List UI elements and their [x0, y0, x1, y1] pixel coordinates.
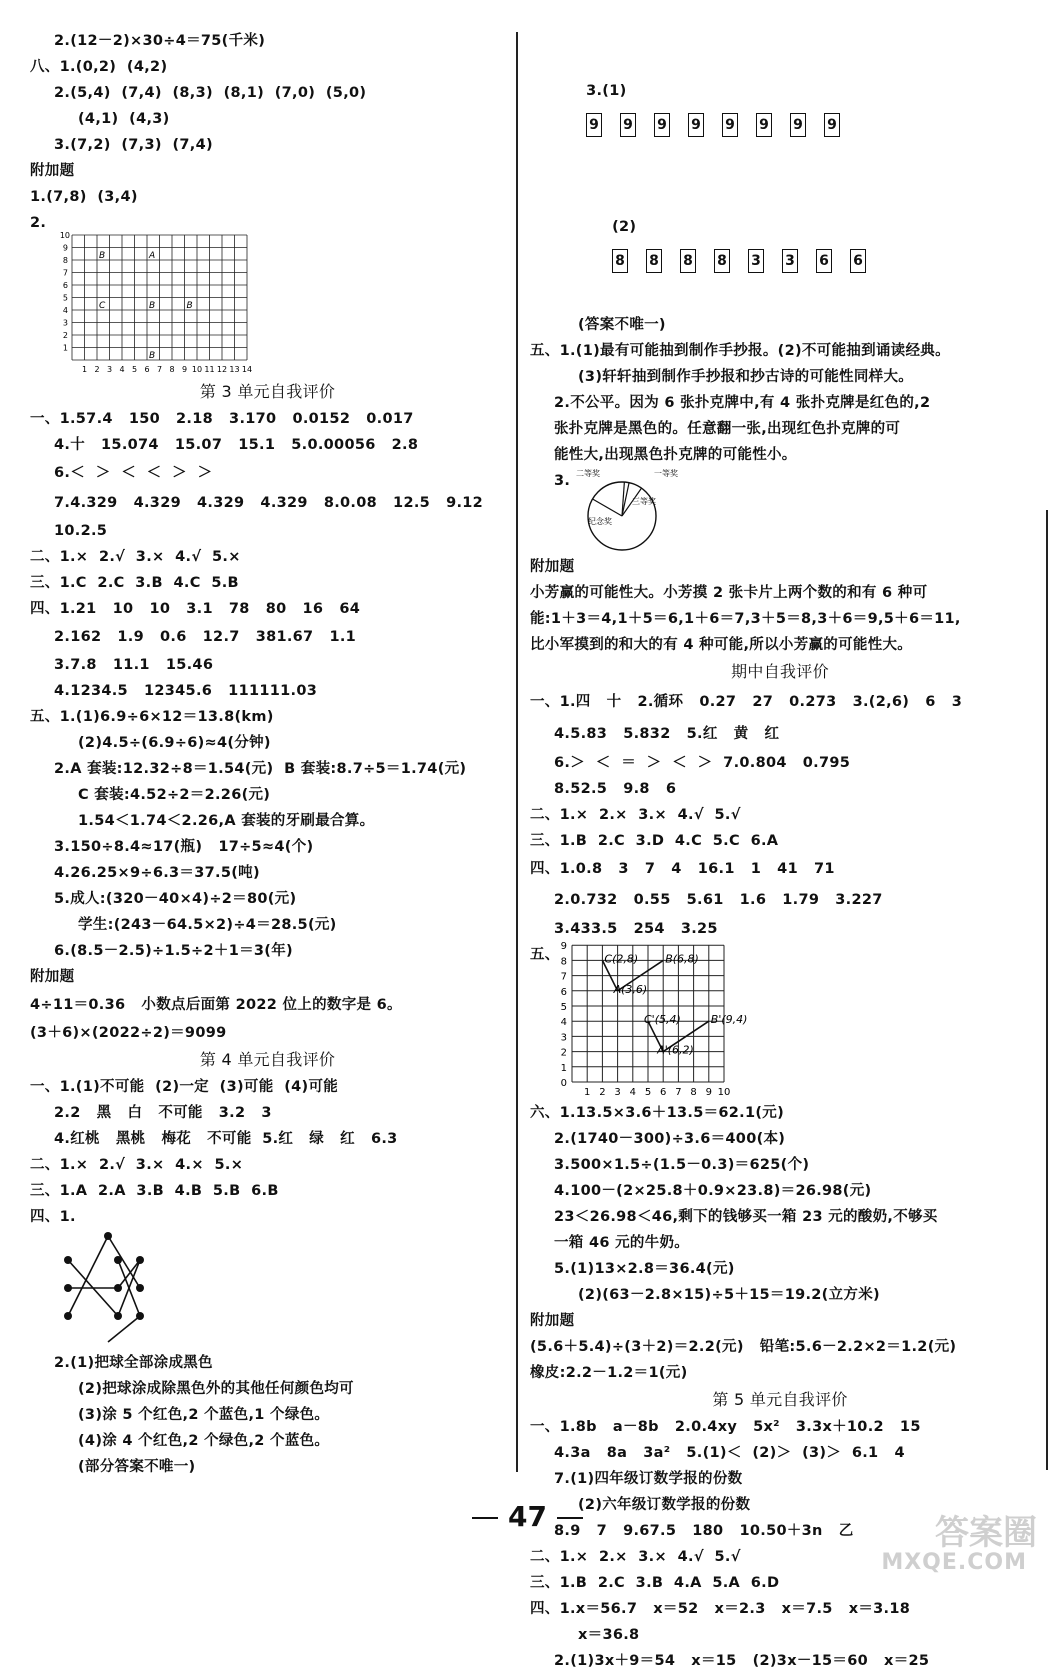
section-title: 第 3 单元自我评价 — [199, 382, 336, 401]
pie-diagram-block — [530, 468, 1030, 554]
answer-line: 比小军摸到的和大的有 4 种可能,所以小芳赢的可能性大。 — [530, 637, 913, 653]
point-label: C'(5,4) — [644, 1013, 681, 1027]
answer-line: 六、1.13.5×3.6＋13.5＝62.1(元) — [530, 1105, 785, 1121]
bonus-heading: 附加题 — [30, 969, 75, 985]
y-tick-label: 2 — [560, 1047, 567, 1059]
x-tick-label: 4 — [119, 365, 125, 374]
point-label: A'(6,2) — [657, 1043, 694, 1057]
digit-card: 9 — [824, 113, 840, 137]
x-tick-label: 9 — [181, 365, 188, 374]
card-group-2 — [612, 244, 884, 278]
answer-line: 10.2.5 — [54, 523, 108, 539]
answer-line: 四、1.0.8 3 7 4 16.1 1 41 71 — [530, 861, 835, 877]
answer-line: 3.7.8 11.1 15.46 — [54, 657, 214, 673]
answer-line: 4.5.83 5.832 5.红 黄 红 — [554, 726, 780, 742]
answer-line: (4)涂 4 个红色,2 个绿色,2 个蓝色。 — [78, 1433, 330, 1449]
answer-line: 3.433.5 254 3.25 — [554, 921, 718, 937]
card-group-1 — [586, 108, 858, 142]
answer-line: 二、1.× 2.√ 3.× 4.√ 5.× — [30, 549, 241, 565]
digit-card: 8 — [646, 249, 662, 273]
answer-line: 四、1. — [30, 1209, 76, 1225]
answer-line: 4.26.25×9÷6.3＝37.5(吨) — [54, 865, 260, 881]
watermark-url: MXQE.COM — [881, 1550, 1027, 1575]
answer-line: 张扑克牌是黑色的。任意翻一张,出现红色扑克牌的可 — [554, 421, 901, 437]
answer-line: 4.十 15.074 15.07 15.1 5.0.00056 2.8 — [54, 437, 419, 453]
answer-line: C 套装:4.52÷2＝2.26(元) — [78, 787, 271, 803]
answer-line: (5.6＋5.4)÷(3＋2)＝2.2(元) 铅笔:5.6－2.2×2＝1.2(元) — [530, 1339, 957, 1355]
answer-line: 五、1.(1)最有可能抽到制作手抄报。(2)不可能抽到诵读经典。 — [530, 343, 950, 359]
answer-line: 2.162 1.9 0.6 12.7 381.67 1.1 — [54, 629, 357, 645]
answer-line: 8.52.5 9.8 6 — [554, 781, 677, 797]
section-title: 期中自我评价 — [731, 662, 829, 681]
answer-line: 3.500×1.5÷(1.5－0.3)＝625(个) — [554, 1157, 810, 1173]
matching-lines-diagram — [58, 1230, 178, 1346]
x-tick-label: 1 — [584, 1087, 591, 1098]
answer-line: 4.红桃 黑桃 梅花 不可能 5.红 绿 红 6.3 — [54, 1131, 398, 1147]
y-tick-label: 1 — [62, 343, 68, 353]
x-tick-label: 2 — [599, 1087, 606, 1098]
x-tick-label: 14 — [241, 365, 253, 374]
y-tick-label: 9 — [560, 942, 567, 953]
answer-line: 5.(1)13×2.8＝36.4(元) — [554, 1261, 735, 1277]
digit-card: 3 — [782, 249, 798, 273]
answer-line: 6.＜ ＞ ＜ ＜ ＞ ＞ — [54, 465, 213, 481]
digit-card: 8 — [612, 249, 628, 273]
pie-label: 纪念奖 — [588, 517, 612, 526]
answer-line: (2)把球涂成除黑色外的其他任何颜色均可 — [78, 1381, 354, 1397]
y-tick-label: 5 — [560, 1002, 567, 1013]
y-tick-label: 8 — [560, 956, 567, 968]
answer-line: 一箱 46 元的牛奶。 — [554, 1235, 690, 1251]
answer-line: 7.(1)四年级订数学报的份数 — [554, 1471, 743, 1487]
answer-line: 2.2 黑 白 不可能 3.2 3 — [54, 1105, 272, 1121]
answer-line: 1.54＜1.74＜2.26,A 套装的牙刷最合算。 — [78, 813, 375, 829]
answer-line: 4.100－(2×25.8＋0.9×23.8)＝26.98(元) — [554, 1183, 872, 1199]
pie-label: 一等奖 — [654, 469, 678, 478]
answer-line: (2) — [612, 219, 637, 235]
right-column — [530, 40, 1030, 1674]
right-edge-line — [1046, 510, 1048, 1470]
point-label: C — [99, 301, 106, 311]
x-tick-label: 3 — [106, 365, 113, 374]
pie-label: 二等奖 — [576, 469, 600, 478]
answer-line: 三、1.C 2.C 3.B 4.C 5.B — [30, 575, 239, 591]
answer-line: (部分答案不唯一) — [78, 1459, 196, 1475]
answer-line: 三、1.B 2.C 3.D 4.C 5.C 6.A — [530, 833, 779, 849]
coordinate-grid-1 — [30, 214, 505, 376]
answer-line: 二、1.× 2.√ 3.× 4.× 5.× — [30, 1157, 244, 1173]
digit-card: 9 — [790, 113, 806, 137]
digit-card: 8 — [680, 249, 696, 273]
y-tick-label: 6 — [560, 986, 567, 998]
answer-line: 3.(1) — [586, 83, 627, 99]
y-tick-label: 3 — [560, 1032, 567, 1044]
y-tick-label: 4 — [62, 306, 68, 315]
x-tick-label: 5 — [644, 1087, 652, 1098]
answer-line: 23＜26.98＜46,剩下的钱够买一箱 23 元的酸奶,不够买 — [554, 1209, 938, 1225]
pie-label: 三等奖 — [632, 497, 656, 506]
answer-line: (答案不唯一) — [578, 317, 666, 333]
x-tick-label: 10 — [717, 1087, 731, 1098]
x-tick-label: 10 — [191, 365, 203, 374]
answer-line: 4÷11＝0.36 小数点后面第 2022 位上的数字是 6。 — [30, 997, 402, 1013]
answer-line: 五、 — [530, 947, 560, 963]
point-label: B — [149, 301, 156, 311]
answer-line: 2.(1)把球全部涂成黑色 — [54, 1355, 213, 1371]
point-label: B(6,8) — [665, 952, 699, 966]
x-tick-label: 5 — [131, 365, 138, 374]
digit-card: 9 — [620, 113, 636, 137]
answer-line: (2)六年级订数学报的份数 — [578, 1497, 751, 1513]
answer-line: 四、1.x＝56.7 x＝52 x＝2.3 x＝7.5 x＝3.18 — [530, 1601, 911, 1617]
answer-line: 6.(8.5－2.5)÷1.5÷2＋1＝3(年) — [54, 943, 293, 959]
answer-line: 2. — [30, 215, 47, 231]
bonus-heading: 附加题 — [30, 163, 75, 179]
section-title: 第 5 单元自我评价 — [712, 1390, 848, 1409]
coordinate-grid-2 — [530, 942, 1030, 1100]
pie-slice-edge — [593, 499, 622, 516]
y-tick-label: 7 — [560, 971, 567, 983]
x-tick-label: 11 — [204, 365, 215, 374]
answer-line: 二、1.× 2.× 3.× 4.√ 5.√ — [530, 1549, 741, 1565]
answer-line: 4.3a 8a 3a² 5.(1)＜ (2)＞ (3)＞ 6.1 4 — [554, 1445, 905, 1461]
digit-card: 9 — [722, 113, 738, 137]
answer-line: 一、1.(1)不可能 (2)一定 (3)可能 (4)可能 — [30, 1079, 339, 1095]
y-tick-label: 5 — [62, 293, 68, 303]
digit-card: 3 — [748, 249, 764, 273]
digit-card: 9 — [654, 113, 670, 137]
x-tick-label: 6 — [144, 365, 150, 374]
x-tick-label: 13 — [229, 365, 240, 374]
watermark-logo: 答案圈 — [935, 1513, 1037, 1553]
digit-card: 9 — [688, 113, 704, 137]
y-tick-label: 10 — [59, 231, 70, 240]
answer-line: 二、1.× 2.× 3.× 4.√ 5.√ — [530, 807, 741, 823]
cards-row-1 — [530, 40, 1030, 176]
y-tick-label: 3 — [62, 318, 68, 328]
x-tick-label: 4 — [629, 1087, 636, 1098]
answer-line: 五、1.(1)6.9÷6×12＝13.8(km) — [30, 709, 274, 725]
x-tick-label: 8 — [169, 365, 175, 374]
answer-line: 小芳赢的可能性大。小芳摸 2 张卡片上两个数的和有 6 种可 — [530, 585, 928, 601]
y-tick-label: 2 — [62, 331, 68, 340]
digit-card: 6 — [850, 249, 866, 273]
grid-1-svg — [44, 214, 284, 376]
x-tick-label: 7 — [156, 365, 163, 374]
x-tick-label: 1 — [81, 365, 88, 374]
answer-line: 3.(7,2) (7,3) (7,4) — [54, 137, 213, 153]
answer-line: 能性大,出现黑色扑克牌的可能性小。 — [554, 447, 797, 463]
x-tick-label: 9 — [705, 1087, 712, 1098]
point-label: B — [149, 351, 156, 361]
answer-line: 一、1.8b a－8b 2.0.4xy 5x² 3.3x＋10.2 15 — [530, 1419, 921, 1435]
x-tick-label: 8 — [690, 1087, 697, 1098]
answer-line: 5.成人:(320－40×4)÷2＝80(元) — [54, 891, 297, 907]
answer-line: 7.4.329 4.329 4.329 4.329 8.0.08 12.5 9.12 — [54, 495, 484, 511]
digit-card: 9 — [756, 113, 772, 137]
answer-line: (4,1) (4,3) — [78, 111, 170, 127]
answer-line: 四、1.21 10 10 3.1 78 80 16 64 — [30, 601, 361, 617]
column-divider — [516, 32, 518, 1472]
answer-line: 3. — [554, 473, 571, 489]
y-tick-label: 9 — [62, 243, 68, 253]
answer-line: (2)(63－2.8×15)÷5＋15＝19.2(立方米) — [578, 1287, 880, 1303]
digit-card: 8 — [714, 249, 730, 273]
page-number-text: 47 — [508, 1500, 547, 1533]
answer-line: 2.0.732 0.55 5.61 1.6 1.79 3.227 — [554, 892, 883, 908]
point-label: C(2,8) — [604, 952, 639, 966]
answer-line: 三、1.A 2.A 3.B 4.B 5.B 6.B — [30, 1183, 279, 1199]
x-tick-label: 7 — [675, 1087, 682, 1098]
cards-row-2 — [530, 176, 1030, 312]
answer-line: 8.9 7 9.67.5 180 10.50＋3n 乙 — [554, 1523, 854, 1539]
prize-pie-chart — [572, 468, 712, 554]
section-title: 第 4 单元自我评价 — [199, 1050, 336, 1069]
y-tick-label: 4 — [560, 1017, 567, 1029]
answer-line: (3＋6)×(2022÷2)＝9099 — [30, 1025, 227, 1041]
dash-right — [557, 1517, 583, 1519]
x-tick-label: 3 — [614, 1087, 621, 1098]
answer-line: 1.(7,8) (3,4) — [30, 189, 138, 205]
bonus-heading: 附加题 — [530, 559, 575, 575]
point-label: B'(9,4) — [710, 1013, 748, 1027]
x-tick-label: 12 — [216, 365, 228, 374]
answer-line: 2.(12－2)×30÷4＝75(千米) — [54, 33, 266, 49]
point-label: B — [186, 301, 193, 311]
answer-line: 八、1.(0,2) (4,2) — [30, 59, 168, 75]
digit-card: 9 — [586, 113, 602, 137]
answer-line: 学生:(243－64.5×2)÷4＝28.5(元) — [78, 917, 337, 933]
answer-line: 一、1.四 十 2.循环 0.27 27 0.273 3.(2,6) 6 3 — [530, 694, 963, 710]
answer-line: (3)涂 5 个红色,2 个蓝色,1 个绿色。 — [78, 1407, 330, 1423]
answer-line: 2.A 套装:12.32÷8＝1.54(元) B 套装:8.7÷5＝1.74(元) — [54, 761, 467, 777]
digit-card: 6 — [816, 249, 832, 273]
answer-line: 橡皮:2.2－1.2＝1(元) — [530, 1365, 688, 1381]
left-column — [30, 28, 505, 1480]
x-tick-label: 6 — [660, 1087, 667, 1098]
y-tick-label: 6 — [62, 281, 68, 290]
point-label: A — [149, 251, 156, 261]
y-tick-label: 7 — [62, 268, 68, 278]
answer-line: x＝36.8 — [578, 1627, 640, 1643]
answer-line: 4.1234.5 12345.6 111111.03 — [54, 683, 318, 699]
answer-line: 三、1.B 2.C 3.B 4.A 5.A 6.D — [530, 1575, 780, 1591]
answer-line: 2.(5,4) (7,4) (8,3) (8,1) (7,0) (5,0) — [54, 85, 367, 101]
answer-line: (3)轩轩抽到制作手抄报和抄古诗的可能性同样大。 — [578, 369, 914, 385]
origin-label: 0 — [560, 1078, 567, 1089]
answer-line: 2.(1)3x＋9＝54 x＝15 (2)3x－15＝60 x＝25 — [554, 1653, 930, 1669]
answer-line: 6.＞ ＜ ＝ ＞ ＜ ＞ 7.0.804 0.795 — [554, 755, 851, 771]
answer-line: 一、1.57.4 150 2.18 3.170 0.0152 0.017 — [30, 411, 414, 427]
x-tick-label: 2 — [94, 365, 100, 374]
answer-line: 3.150÷8.4≈17(瓶) 17÷5≈4(个) — [54, 839, 314, 855]
point-label: A(3,6) — [613, 982, 648, 996]
answer-line: 2.不公平。因为 6 张扑克牌中,有 4 张扑克牌是红色的,2 — [554, 395, 931, 411]
y-tick-label: 1 — [560, 1062, 567, 1074]
dash-left — [472, 1517, 498, 1519]
bonus-heading: 附加题 — [530, 1313, 575, 1329]
answer-line: 能:1＋3＝4,1＋5＝6,1＋6＝7,3＋5＝8,3＋6＝9,5＋6＝11, — [530, 611, 961, 627]
grid-2-svg — [552, 942, 782, 1100]
point-label: B — [99, 251, 106, 261]
y-tick-label: 8 — [62, 256, 68, 265]
page-number — [0, 1500, 1055, 1533]
answer-line: 2.(1740－300)÷3.6＝400(本) — [554, 1131, 786, 1147]
answer-line: (2)4.5÷(6.9÷6)≈4(分钟) — [78, 735, 271, 751]
